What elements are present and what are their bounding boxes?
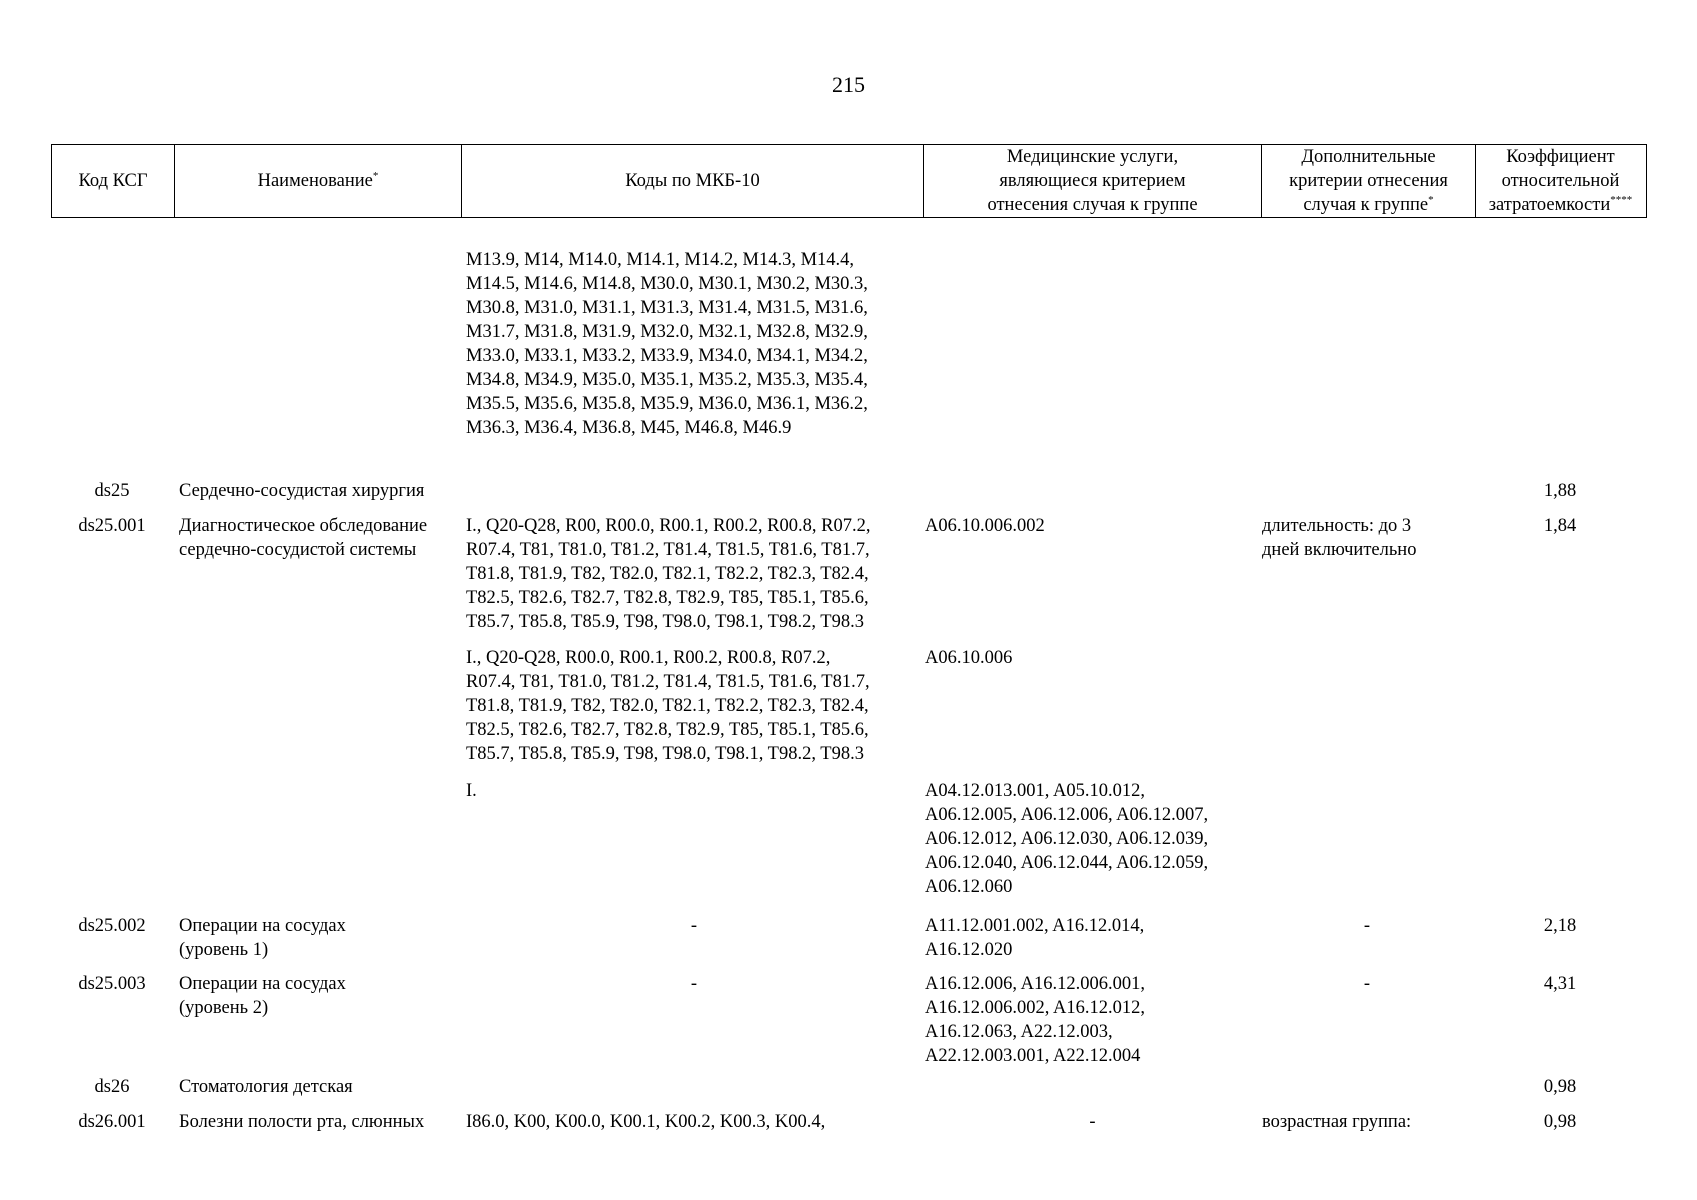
header-name-text: Наименование	[257, 171, 373, 191]
header-services	[923, 145, 1261, 217]
row-ds25-003-coef: 4,31	[1543, 974, 1577, 994]
row-ds25-name: Сердечно-сосудистая хирургия	[179, 481, 425, 501]
row-ds25-002-coef: 2,18	[1543, 916, 1577, 936]
row-ds25-001-icd-3: I.	[466, 781, 477, 801]
row-ds25-002-icd: -	[690, 916, 698, 936]
row-ds26-001-extra: возрастная группа:	[1262, 1112, 1412, 1132]
row-ds25-002-services: A11.12.001.002, A16.12.014, A16.12.020	[925, 916, 1145, 960]
header-extra	[1261, 145, 1475, 217]
row-ds25-001-name: Диагностическое обследование сердечно-сосудистой системы	[179, 516, 428, 560]
row-ds25-002-name: Операции на сосудах (уровень 1)	[179, 916, 346, 960]
header-coef-label	[1489, 145, 1633, 217]
header-extra-text: Дополнительные критерии отнесения случая к группе	[1289, 147, 1448, 215]
header-code-label: Код КСГ	[78, 171, 148, 191]
row-ds25-002-code: ds25.002	[78, 916, 146, 936]
row-ds26-001-name: Болезни полости рта, слюнных	[179, 1112, 425, 1132]
row-ds25-001-code: ds25.001	[78, 516, 146, 536]
row-ds25-001-icd-2: I., Q20-Q28, R00.0, R00.1, R00.2, R00.8, R07.2, R07.4, T81, T81.0, T81.2, T81.4, T81.5, T81.6, T81.7, T81.8, T81.9, T82, T82.0, T82.1, T82.2, T82.3, T82.4, T82.5, T82.6, T82.7, T82.8, T82.9, T85, T85.1, T85.6, T85.7, T85.8, T85.9, T98, T98.0, T98.1, T98.2, T98.3	[466, 648, 870, 764]
header-coef	[1475, 145, 1645, 217]
row-ds25-001-services-2: A06.10.006	[925, 648, 1013, 668]
row-ds25-002-extra: -	[1363, 916, 1371, 936]
row-ds25-001-icd-1: I., Q20-Q28, R00, R00.0, R00.1, R00.2, R00.8, R07.2, R07.4, T81, T81.0, T81.2, T81.4, T81.5, T81.6, T81.7, T81.8, T81.9, T82, T82.0, T82.1, T82.2, T82.3, T82.4, T82.5, T82.6, T82.7, T82.8, T82.9, T85, T85.1, T85.6, T85.7, T85.8, T85.9, T98, T98.0, T98.1, T98.2, T98.3	[466, 516, 871, 632]
header-code	[52, 145, 174, 217]
row-ds25-003-extra: -	[1363, 974, 1371, 994]
row-ds25-003-icd: -	[690, 974, 698, 994]
row-ds25-001-services-3: A04.12.013.001, A05.10.012, A06.12.005, A06.12.006, A06.12.007, A06.12.012, A06.12.030, A06.12.039, A06.12.040, A06.12.044, A06.12.059, A06.12.060	[925, 781, 1209, 897]
row-ds25-code: ds25	[94, 481, 130, 501]
row-ds26-name: Стоматология детская	[179, 1077, 353, 1097]
row-ds25-001-coef: 1,84	[1543, 516, 1577, 536]
header-icd-label: Коды по МКБ-10	[625, 171, 760, 191]
page-number: 215	[832, 72, 865, 97]
row-ds25-coef: 1,88	[1543, 481, 1577, 501]
row-ds26-001-icd: I86.0, K00, K00.0, K00.1, K00.2, K00.3, K00.4,	[466, 1112, 826, 1132]
row-ds26-coef: 0,98	[1543, 1077, 1577, 1097]
header-extra-label	[1289, 145, 1448, 217]
row-ds25-003-services: A16.12.006, A16.12.006.001, A16.12.006.002, A16.12.012, A16.12.063, A22.12.003, A22.12.003.001, A22.12.004	[925, 974, 1145, 1066]
row-ds26-001-code: ds26.001	[78, 1112, 146, 1132]
row-ds25-003-name: Операции на сосудах (уровень 2)	[179, 974, 346, 1018]
cont-icd-codes: M13.9, M14, M14.0, M14.1, M14.2, M14.3, M14.4, M14.5, M14.6, M14.8, M30.0, M30.1, M30.2, M30.3, M30.8, M31.0, M31.1, M31.3, M31.4, M31.5, M31.6, M31.7, M31.8, M31.9, M32.0, M32.1, M32.8, M32.9, M33.0, M33.1, M33.2, M33.9, M34.0, M34.1, M34.2, M34.8, M34.9, M35.0, M35.1, M35.2, M35.3, M35.4, M35.5, M35.6, M35.8, M35.9, M36.0, M36.1, M36.2, M36.3, M36.4, M36.8, M45, M46.8, M46.9	[466, 250, 868, 438]
row-ds26-code: ds26	[94, 1077, 130, 1097]
row-ds25-001-extra-1: длительность: до 3 дней включительно	[1262, 516, 1417, 560]
header-name-mark: *	[372, 169, 379, 182]
header-services-label: Медицинские услуги, являющиеся критерием отнесения случая к группе	[987, 147, 1198, 215]
header-name	[174, 145, 461, 217]
row-ds26-001-services: -	[1089, 1112, 1096, 1132]
header-icd	[461, 145, 923, 217]
row-ds25-001-services-1: A06.10.006.002	[925, 516, 1045, 536]
table-header	[51, 144, 1647, 218]
header-name-label	[258, 169, 379, 193]
row-ds26-001-coef: 0,98	[1543, 1112, 1577, 1132]
header-extra-mark: *	[1428, 193, 1434, 206]
row-ds25-003-code: ds25.003	[78, 974, 146, 994]
header-coef-text: Коэффициент относительной затратоемкости	[1488, 147, 1620, 215]
header-coef-mark: ****	[1610, 193, 1633, 206]
